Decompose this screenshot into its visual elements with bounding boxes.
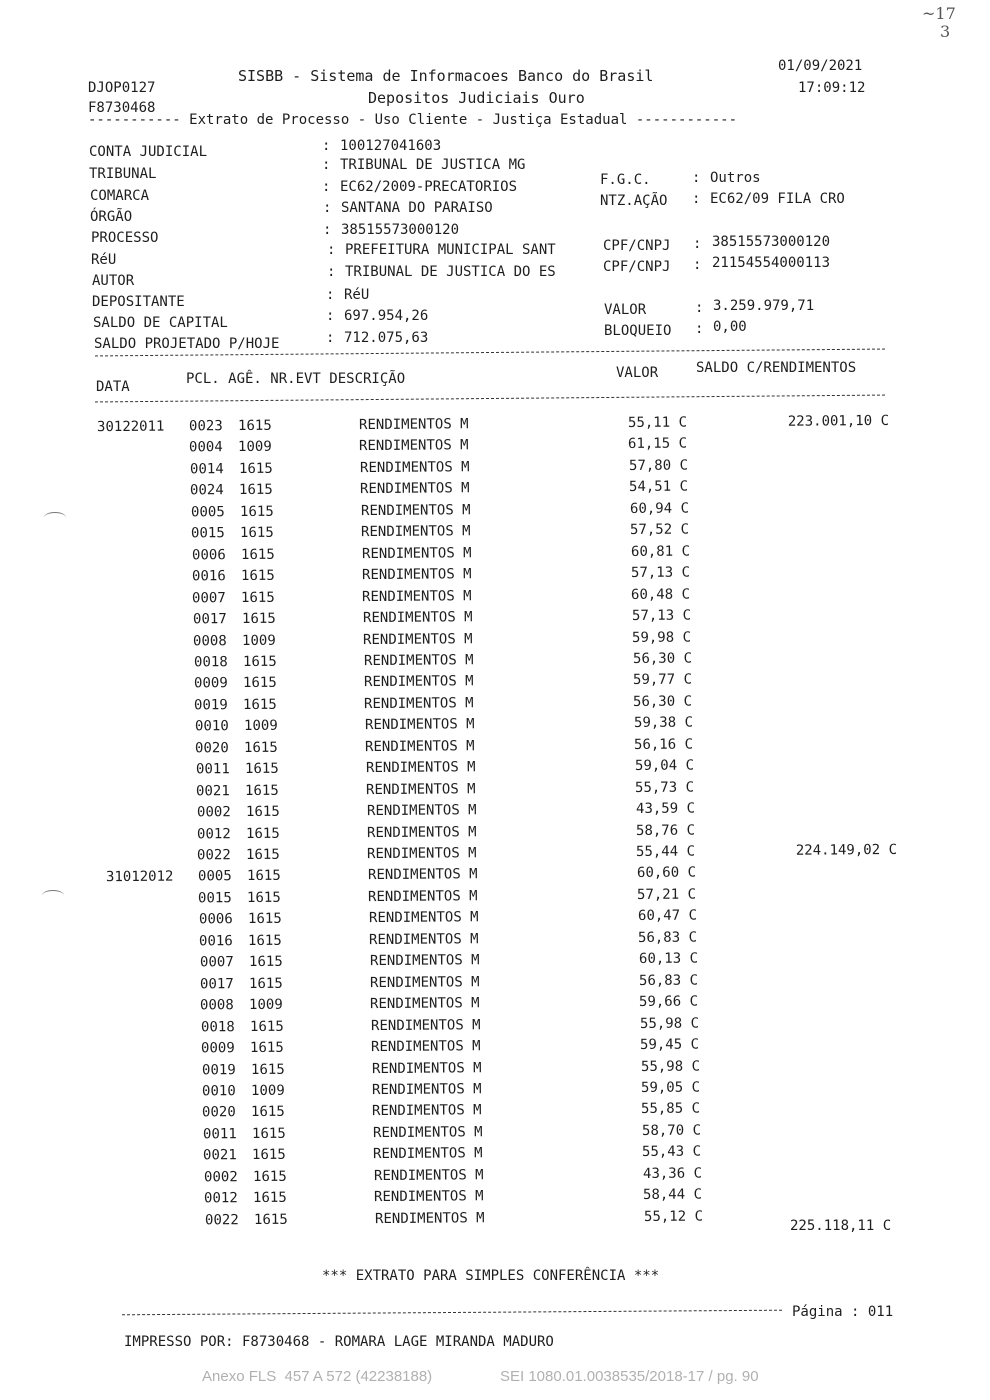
row-agency: 1615 bbox=[253, 1189, 287, 1207]
bloqueio-value: 0,00 bbox=[713, 319, 747, 335]
column-header-pcl: PCL. AGÊ. NR.EVT DESCRIÇÃO bbox=[186, 371, 406, 387]
row-value: 60,47 C bbox=[637, 907, 697, 925]
conference-notice: *** EXTRATO PARA SIMPLES CONFERÊNCIA *** bbox=[322, 1268, 660, 1284]
row-description: RENDIMENTOS M bbox=[366, 802, 477, 820]
row-value: 58,70 C bbox=[641, 1122, 701, 1139]
row-saldo bbox=[732, 1162, 904, 1163]
valor-sep: : bbox=[695, 300, 704, 316]
row-description: RENDIMENTOS M bbox=[362, 587, 473, 605]
row-agency: 1615 bbox=[248, 954, 283, 971]
fgc-value-sep: : bbox=[692, 170, 701, 186]
row-description: RENDIMENTOS M bbox=[369, 952, 480, 970]
row-agency: 1615 bbox=[250, 1039, 284, 1057]
row-value: 55,12 C bbox=[643, 1208, 703, 1225]
row-value: 60,94 C bbox=[629, 500, 689, 517]
field-separator: : bbox=[326, 308, 335, 324]
field-separator: : bbox=[326, 287, 335, 303]
row-description: RENDIMENTOS M bbox=[374, 1209, 485, 1227]
row-description: RENDIMENTOS M bbox=[361, 566, 472, 584]
row-agency: 1615 bbox=[241, 589, 276, 606]
row-pcl: 0020 bbox=[195, 739, 230, 757]
field-separator: : bbox=[322, 138, 331, 154]
footer-annex: Anexo FLS 457 A 572 (42238188) bbox=[202, 1368, 433, 1385]
subsystem-title: Depositos Judiciais Ouro bbox=[368, 89, 585, 107]
row-pcl: 0020 bbox=[202, 1104, 237, 1121]
field-label: RéU bbox=[91, 252, 117, 268]
row-agency: 1615 bbox=[245, 803, 280, 821]
row-description: RENDIMENTOS M bbox=[365, 737, 475, 755]
row-value: 59,77 C bbox=[632, 671, 693, 689]
separator-line bbox=[95, 395, 885, 403]
field-value: EC62/2009-PRECATORIOS bbox=[340, 179, 518, 195]
row-agency: 1615 bbox=[250, 1061, 285, 1078]
field-label: COMARCA bbox=[90, 188, 150, 204]
bloqueio-sep: : bbox=[695, 321, 704, 337]
field-value: SANTANA DO PARAISO bbox=[341, 200, 493, 216]
valor-value: 3.259.979,71 bbox=[713, 298, 815, 314]
cpf-cnpj-autor-sep: : bbox=[693, 257, 702, 273]
row-value: 59,66 C bbox=[639, 993, 699, 1011]
row-agency: 1615 bbox=[237, 417, 272, 435]
row-saldo bbox=[729, 1012, 901, 1013]
field-label: CONTA JUDICIAL bbox=[89, 144, 208, 160]
row-saldo bbox=[720, 561, 892, 562]
row-saldo bbox=[724, 797, 896, 798]
row-description: RENDIMENTOS M bbox=[360, 480, 470, 498]
row-agency: 1009 bbox=[238, 439, 273, 456]
row-saldo bbox=[730, 1097, 902, 1098]
handwritten-mark-bottom: 3 bbox=[940, 22, 951, 41]
row-pcl: 0012 bbox=[196, 825, 231, 842]
row-agency: 1615 bbox=[239, 503, 274, 520]
row-description: RENDIMENTOS M bbox=[361, 544, 472, 562]
row-saldo bbox=[726, 861, 898, 862]
field-value: RéU bbox=[344, 287, 370, 303]
row-pcl: 0009 bbox=[193, 675, 228, 692]
row-saldo bbox=[718, 475, 890, 476]
page-number: Página : 011 bbox=[792, 1304, 894, 1320]
punch-mark-icon bbox=[44, 512, 66, 523]
row-value: 55,85 C bbox=[641, 1100, 701, 1118]
row-agency: 1615 bbox=[240, 525, 274, 542]
row-pcl: 0005 bbox=[197, 868, 232, 885]
row-value: 56,30 C bbox=[632, 650, 692, 667]
row-agency: 1009 bbox=[243, 718, 278, 735]
row-value: 55,98 C bbox=[640, 1058, 700, 1075]
field-value: 712.075,63 bbox=[344, 330, 429, 346]
row-agency: 1615 bbox=[247, 889, 282, 906]
row-agency: 1615 bbox=[246, 846, 281, 864]
printed-by: IMPRESSO POR: F8730468 - ROMARA LAGE MIRANDA MADURO bbox=[124, 1334, 554, 1350]
row-description: RENDIMENTOS M bbox=[369, 931, 479, 948]
row-saldo bbox=[721, 604, 893, 605]
row-pcl: 0014 bbox=[189, 461, 224, 478]
row-saldo bbox=[727, 904, 899, 905]
row-saldo bbox=[732, 1205, 904, 1206]
ntz-acao-value: EC62/09 FILA CRO bbox=[710, 191, 845, 207]
user-code: F8730468 bbox=[88, 100, 156, 116]
row-description: RENDIMENTOS M bbox=[374, 1188, 484, 1206]
row-value: 55,43 C bbox=[642, 1143, 702, 1161]
row-value: 56,16 C bbox=[634, 736, 694, 753]
field-separator: : bbox=[327, 242, 336, 258]
final-saldo: 225.118,11 C bbox=[790, 1218, 892, 1234]
row-pcl: 0007 bbox=[192, 589, 227, 607]
row-value: 58,76 C bbox=[635, 822, 696, 839]
field-separator: : bbox=[322, 179, 331, 195]
field-value: PREFEITURA MUNICIPAL SANT bbox=[345, 242, 556, 258]
field-separator: : bbox=[327, 264, 336, 280]
row-agency: 1615 bbox=[251, 1125, 286, 1142]
column-header-saldo: SALDO C/RENDIMENTOS bbox=[696, 360, 857, 376]
row-pcl: 0004 bbox=[189, 439, 224, 456]
row-agency: 1615 bbox=[252, 1168, 287, 1185]
row-saldo bbox=[724, 754, 896, 755]
row-agency: 1615 bbox=[242, 675, 277, 692]
row-pcl: 0021 bbox=[196, 782, 230, 800]
row-agency: 1615 bbox=[252, 1147, 287, 1164]
row-description: RENDIMENTOS M bbox=[362, 609, 473, 627]
row-description: RENDIMENTOS M bbox=[365, 759, 476, 777]
row-description: RENDIMENTOS M bbox=[363, 673, 474, 691]
field-label: SALDO DE CAPITAL bbox=[93, 315, 228, 331]
row-description: RENDIMENTOS M bbox=[367, 845, 478, 863]
cpf-cnpj-reu-sep: : bbox=[693, 236, 702, 252]
row-description: RENDIMENTOS M bbox=[372, 1102, 483, 1120]
row-pcl: 0005 bbox=[190, 503, 225, 521]
row-value: 59,04 C bbox=[634, 757, 694, 775]
row-agency: 1615 bbox=[245, 782, 279, 799]
row-pcl: 0011 bbox=[202, 1125, 237, 1143]
bloqueio-label: BLOQUEIO bbox=[604, 323, 672, 339]
row-saldo bbox=[732, 1183, 904, 1184]
row-pcl: 0007 bbox=[199, 954, 234, 971]
row-saldo bbox=[724, 776, 896, 777]
row-description: RENDIMENTOS M bbox=[363, 630, 473, 648]
row-description: RENDIMENTOS M bbox=[367, 866, 478, 884]
row-pcl: 0019 bbox=[201, 1061, 236, 1078]
row-pcl: 0021 bbox=[203, 1147, 238, 1164]
report-time: 17:09:12 bbox=[798, 80, 866, 96]
row-agency: 1615 bbox=[240, 567, 275, 585]
row-saldo bbox=[727, 947, 899, 948]
row-value: 59,98 C bbox=[632, 629, 692, 646]
row-saldo bbox=[731, 1119, 903, 1120]
row-saldo bbox=[729, 1033, 901, 1034]
row-description: RENDIMENTOS M bbox=[360, 502, 471, 519]
row-agency: 1615 bbox=[248, 932, 282, 949]
column-header-date: DATA bbox=[96, 379, 130, 395]
row-saldo bbox=[723, 733, 895, 734]
row-pcl: 0015 bbox=[198, 890, 233, 907]
row-value: 55,11 C bbox=[627, 414, 688, 431]
row-agency: 1615 bbox=[246, 868, 281, 885]
field-separator: : bbox=[323, 222, 332, 238]
row-pcl: 0002 bbox=[196, 804, 231, 821]
field-separator: : bbox=[326, 330, 335, 346]
row-pcl: 0024 bbox=[190, 482, 225, 499]
field-label: ÓRGÃO bbox=[90, 209, 133, 225]
row-description: RENDIMENTOS M bbox=[366, 780, 476, 798]
field-value: TRIBUNAL DE JUSTICA DO ES bbox=[345, 264, 556, 280]
row-agency: 1615 bbox=[251, 1104, 286, 1121]
row-pcl: 0012 bbox=[204, 1190, 238, 1207]
row-saldo bbox=[717, 432, 889, 433]
row-description: RENDIMENTOS M bbox=[368, 909, 479, 927]
row-saldo bbox=[728, 969, 900, 970]
row-saldo bbox=[730, 1054, 902, 1055]
row-agency: 1009 bbox=[249, 996, 284, 1014]
field-value: 100127041603 bbox=[340, 138, 442, 154]
row-date: 31012012 bbox=[105, 869, 174, 886]
fgc-label: F.G.C. bbox=[600, 172, 651, 188]
row-value: 56,30 C bbox=[633, 693, 693, 710]
row-description: RENDIMENTOS M bbox=[359, 437, 470, 455]
field-value: TRIBUNAL DE JUSTICA MG bbox=[340, 157, 526, 173]
row-description: RENDIMENTOS M bbox=[364, 695, 475, 712]
row-description: RENDIMENTOS M bbox=[371, 1038, 481, 1056]
report-date: 01/09/2021 bbox=[778, 58, 863, 74]
row-value: 56,83 C bbox=[637, 929, 698, 946]
row-saldo bbox=[728, 990, 900, 991]
row-agency: 1009 bbox=[242, 632, 276, 649]
row-value: 55,98 C bbox=[639, 1015, 699, 1032]
field-value: 697.954,26 bbox=[344, 308, 429, 324]
row-value: 57,52 C bbox=[630, 521, 690, 539]
report-title-line: ----------- Extrato de Processo - Uso Cliente - Justiça Estadual ------------ bbox=[88, 112, 738, 128]
fgc-value: Outros bbox=[710, 170, 761, 186]
field-label: SALDO PROJETADO P/HOJE bbox=[94, 336, 280, 352]
row-value: 55,73 C bbox=[635, 779, 695, 796]
row-description: RENDIMENTOS M bbox=[363, 652, 474, 670]
row-pcl: 0016 bbox=[199, 932, 233, 950]
row-description: RENDIMENTOS M bbox=[371, 1059, 482, 1077]
row-saldo bbox=[731, 1140, 903, 1141]
field-label: DEPOSITANTE bbox=[92, 294, 185, 310]
punch-mark-icon bbox=[42, 890, 64, 901]
field-label: PROCESSO bbox=[91, 230, 159, 246]
row-description: RENDIMENTOS M bbox=[369, 973, 480, 991]
row-value: 60,48 C bbox=[631, 586, 691, 603]
row-description: RENDIMENTOS M bbox=[359, 459, 470, 476]
row-saldo bbox=[723, 711, 895, 712]
row-value: 43,36 C bbox=[642, 1165, 702, 1182]
field-separator: : bbox=[322, 157, 331, 173]
row-saldo bbox=[721, 625, 893, 626]
row-saldo bbox=[725, 818, 897, 819]
row-agency: 1615 bbox=[239, 482, 274, 499]
row-description: RENDIMENTOS M bbox=[368, 888, 478, 905]
row-pcl: 0010 bbox=[194, 718, 229, 735]
row-agency: 1615 bbox=[244, 760, 279, 778]
row-description: RENDIMENTOS M bbox=[371, 1081, 482, 1099]
row-value: 60,81 C bbox=[630, 543, 690, 560]
separator-line bbox=[122, 1310, 782, 1316]
field-value: 38515573000120 bbox=[341, 222, 460, 238]
row-saldo bbox=[720, 583, 892, 584]
row-pcl: 0015 bbox=[191, 525, 225, 542]
row-saldo: 224.149,02 C bbox=[796, 841, 898, 859]
column-header-value: VALOR bbox=[616, 365, 659, 381]
ntz-acao-sep: : bbox=[692, 191, 701, 207]
row-pcl: 0018 bbox=[193, 654, 228, 671]
row-value: 54,51 C bbox=[629, 478, 689, 496]
row-agency: 1615 bbox=[242, 653, 277, 670]
row-saldo bbox=[722, 690, 894, 691]
row-agency: 1615 bbox=[243, 696, 278, 713]
row-value: 61,15 C bbox=[628, 435, 688, 453]
handwritten-mark-top: ~17 bbox=[922, 4, 956, 23]
row-saldo: 223.001,10 C bbox=[787, 412, 890, 430]
row-agency: 1615 bbox=[248, 975, 283, 992]
cpf-cnpj-reu-value: 38515573000120 bbox=[712, 234, 831, 250]
row-agency: 1615 bbox=[249, 1018, 284, 1035]
row-description: RENDIMENTOS M bbox=[361, 523, 471, 541]
row-saldo bbox=[719, 540, 891, 541]
row-pcl: 0017 bbox=[192, 611, 227, 628]
cpf-cnpj-autor-value: 21154554000113 bbox=[712, 255, 831, 271]
row-pcl: 0016 bbox=[191, 568, 226, 585]
row-pcl: 0010 bbox=[201, 1083, 236, 1100]
row-pcl: 0006 bbox=[191, 546, 226, 564]
row-pcl: 0008 bbox=[193, 632, 227, 649]
system-title: SISBB - Sistema de Informacoes Banco do Brasil bbox=[238, 67, 654, 85]
row-pcl: 0022 bbox=[197, 847, 232, 864]
row-pcl: 0017 bbox=[199, 975, 234, 993]
row-description: RENDIMENTOS M bbox=[364, 716, 475, 734]
row-value: 59,45 C bbox=[640, 1036, 700, 1054]
valor-label: VALOR bbox=[604, 302, 647, 318]
row-pcl: 0018 bbox=[200, 1018, 235, 1036]
row-saldo bbox=[718, 454, 890, 455]
row-pcl: 0011 bbox=[195, 761, 230, 778]
row-date: 30122011 bbox=[96, 418, 165, 436]
row-pcl: 0008 bbox=[200, 997, 235, 1014]
field-label: AUTOR bbox=[92, 273, 135, 289]
row-value: 43,59 C bbox=[635, 800, 695, 818]
row-pcl: 0002 bbox=[203, 1168, 238, 1186]
row-saldo bbox=[726, 883, 898, 884]
row-value: 55,44 C bbox=[636, 843, 696, 860]
report-code: DJOP0127 bbox=[88, 80, 156, 96]
row-value: 57,13 C bbox=[630, 564, 690, 582]
row-pcl: 0023 bbox=[188, 418, 223, 435]
row-agency: 1615 bbox=[247, 911, 282, 928]
row-description: RENDIMENTOS M bbox=[358, 416, 469, 434]
row-description: RENDIMENTOS M bbox=[373, 1166, 484, 1184]
row-description: RENDIMENTOS M bbox=[370, 1016, 481, 1034]
row-value: 60,13 C bbox=[638, 950, 698, 968]
row-pcl: 0019 bbox=[194, 696, 229, 714]
field-separator: : bbox=[323, 200, 332, 216]
cpf-cnpj-reu-label: CPF/CNPJ bbox=[603, 238, 671, 254]
row-saldo bbox=[719, 518, 891, 519]
row-description: RENDIMENTOS M bbox=[372, 1124, 483, 1141]
row-agency: 1615 bbox=[244, 739, 279, 756]
field-label: TRIBUNAL bbox=[89, 166, 157, 182]
row-pcl: 0009 bbox=[201, 1040, 235, 1057]
row-value: 59,38 C bbox=[633, 714, 693, 732]
row-value: 59,05 C bbox=[640, 1079, 701, 1096]
row-value: 57,21 C bbox=[637, 886, 697, 903]
cpf-cnpj-autor-label: CPF/CNPJ bbox=[603, 259, 671, 275]
row-value: 60,60 C bbox=[636, 864, 696, 882]
row-description: RENDIMENTOS M bbox=[370, 995, 480, 1013]
row-agency: 1615 bbox=[245, 825, 280, 842]
row-agency: 1615 bbox=[253, 1211, 288, 1228]
row-agency: 1009 bbox=[250, 1082, 285, 1099]
row-value: 57,13 C bbox=[631, 607, 691, 625]
row-value: 56,83 C bbox=[638, 972, 698, 989]
row-saldo bbox=[719, 497, 891, 498]
row-saldo bbox=[722, 668, 894, 669]
row-value: 58,44 C bbox=[643, 1186, 703, 1204]
row-description: RENDIMENTOS M bbox=[373, 1145, 483, 1163]
row-pcl: 0022 bbox=[204, 1211, 239, 1229]
row-agency: 1615 bbox=[238, 460, 273, 477]
row-agency: 1615 bbox=[240, 546, 275, 563]
row-saldo bbox=[727, 926, 899, 927]
footer-sei-reference: SEI 1080.01.0038535/2018-17 / pg. 90 bbox=[500, 1368, 759, 1385]
row-pcl: 0006 bbox=[198, 911, 233, 928]
row-value: 57,80 C bbox=[628, 457, 688, 474]
ntz-acao-label: NTZ.AÇÃO bbox=[600, 193, 668, 209]
row-description: RENDIMENTOS M bbox=[366, 823, 477, 841]
row-agency: 1615 bbox=[241, 610, 276, 628]
